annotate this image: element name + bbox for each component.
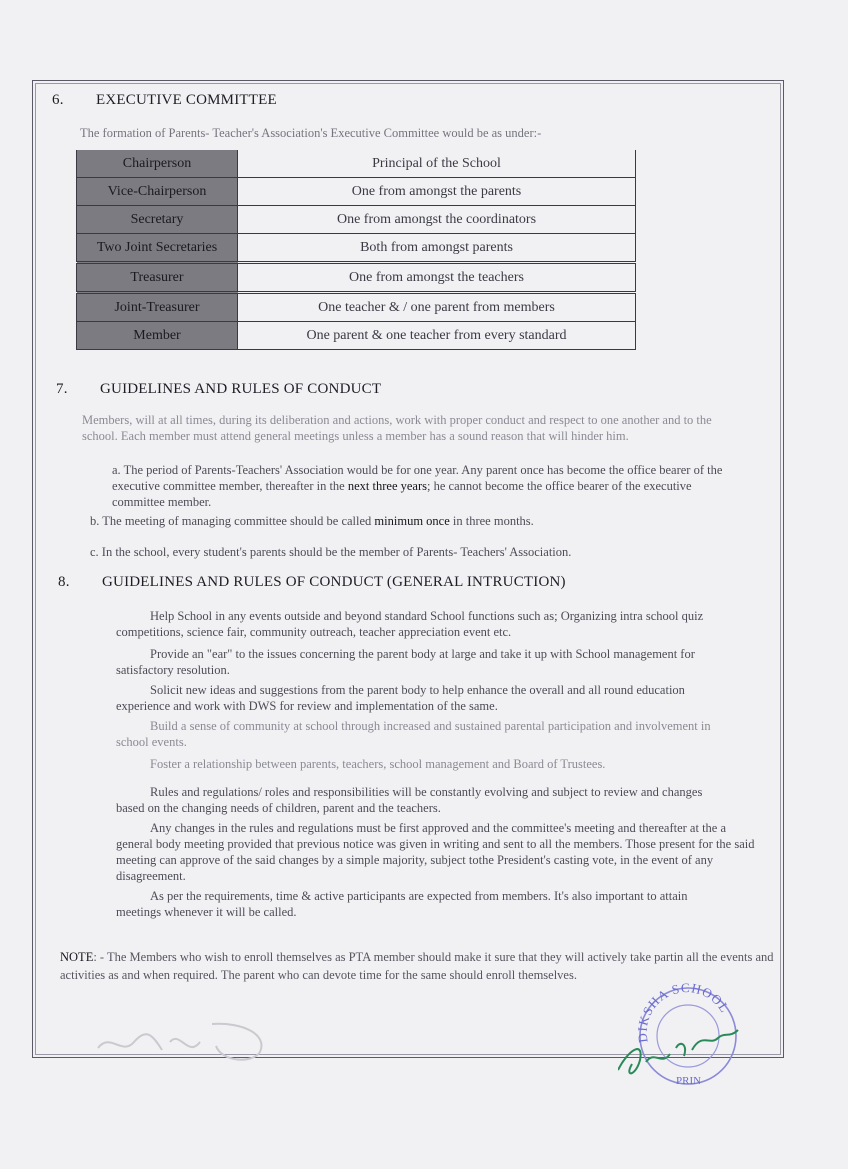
svg-text:DIKSHA SCHOOL (635, 980, 733, 1043)
committee-row (77, 150, 636, 178)
committee-row (77, 322, 636, 350)
committee-role: Member (77, 322, 238, 350)
faint-signature-mark (92, 1012, 282, 1072)
principal-stamp (618, 980, 744, 1090)
section-number: 7. (56, 381, 68, 397)
general-instruction-6: Rules and regulations/ roles and responsibilities will be constantly evolving and subject to review and changes based on the changing needs of children, parent and the teachers. (116, 785, 703, 815)
rule-item-c: c. In the school, every student's parents should be the member of Parents- Teachers' Association. (90, 545, 572, 559)
committee-row (77, 178, 636, 206)
general-instruction-1: Help School in any events outside and beyond standard School functions such as; Organizing intra school quiz competitions, science fair, community outreach, teacher appreciation event etc. (116, 609, 704, 639)
section-7-intro: Members, will at all times, during its deliberation and actions, work with proper conduct and respect to one another and to the school. Each member must attend general meetings unless a member has a sound reason that will hinder him. (82, 413, 712, 443)
committee-role: Secretary (77, 206, 238, 234)
section-6-heading (52, 92, 277, 109)
committee-role: Chairperson (77, 150, 238, 178)
committee-row (77, 206, 636, 234)
general-instruction-5: Foster a relationship between parents, teachers, school management and Board of Trustees. (150, 757, 606, 771)
general-instruction-3: Solicit new ideas and suggestions from the parent body to help enhance the overall and all round education experience and work with DWS for review and implementation of the same. (116, 683, 685, 713)
section-title: EXECUTIVE COMMITTEE (96, 92, 277, 108)
committee-row (77, 293, 636, 322)
committee-role-description: Principal of the School (238, 150, 636, 178)
general-instruction-2: Provide an "ear" to the issues concerning the parent body at large and take it up with School management for satisfactory resolution. (116, 647, 695, 677)
committee-role-description: One teacher & / one parent from members (238, 293, 636, 322)
section-number: 8. (58, 574, 70, 590)
section-7-heading (56, 381, 381, 398)
committee-role: Two Joint Secretaries (77, 234, 238, 263)
committee-row (77, 263, 636, 293)
general-instruction-8: As per the requirements, time & active participants are expected from members. It's also important to attain meetings whenever it will be called. (116, 889, 688, 919)
section-6-intro: The formation of Parents- Teacher's Association's Executive Committee would be as under:- (80, 126, 542, 140)
stamp-top-text: DIKSHA SCHOOL (634, 980, 733, 1044)
enrollment-note (60, 948, 776, 984)
section-number: 6. (52, 92, 64, 108)
section-title: GUIDELINES AND RULES OF CONDUCT (100, 381, 382, 397)
general-instruction-4: Build a sense of community at school through increased and sustained parental participation and involvement in school events. (116, 719, 711, 749)
note-text: : - The Members who wish to enroll themselves as PTA member should make it sure that they will actively take partin all the events and activities as and when required. The parent who can devote time for the same should enroll themselves. (60, 950, 774, 982)
committee-role-description: One parent & one teacher from every standard (238, 322, 636, 350)
section-8-heading (58, 574, 566, 591)
committee-role-description: Both from amongst parents (238, 234, 636, 263)
committee-role-description: One from amongst the coordinators (238, 206, 636, 234)
committee-row (77, 234, 636, 263)
rule-item-b: b. The meeting of managing committee should be called minimum once in three months. (90, 514, 534, 528)
general-instruction-7: Any changes in the rules and regulations must be first approved and the committee's meeting and thereafter at the a general body meeting provided that previous notice was given in writing and sent to all the members. Those present for the said meeting can approve of the said changes by a simple majority, subject tothe President's casting vote, in the event of any disagreement. (116, 821, 755, 883)
committee-role: Treasurer (77, 263, 238, 293)
stamp-bottom-text: PRIN (676, 1075, 702, 1087)
rule-item-a: a. The period of Parents-Teachers' Association would be for one year. Any parent once has become the office bearer of the executive committee member, thereafter in the next three years; he cannot become the office bearer of the executive committee member. (112, 463, 723, 509)
committee-role: Vice-Chairperson (77, 178, 238, 206)
executive-committee-table (76, 150, 636, 350)
committee-role-description: One from amongst the teachers (238, 263, 636, 293)
committee-role: Joint-Treasurer (77, 293, 238, 322)
committee-role-description: One from amongst the parents (238, 178, 636, 206)
note-label: NOTE (60, 950, 94, 964)
section-title: GUIDELINES AND RULES OF CONDUCT (GENERAL INTRUCTION) (102, 574, 566, 590)
